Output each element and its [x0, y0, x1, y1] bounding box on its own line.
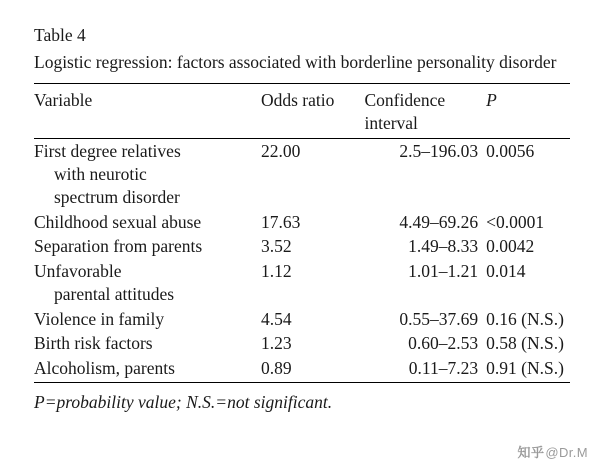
table-label: Table 4: [34, 25, 86, 45]
cell-variable: Violence in family: [34, 308, 165, 329]
cell-confidence-interval: [364, 356, 486, 382]
table-header: [34, 84, 570, 139]
watermark-handle: @Dr.M: [545, 445, 588, 460]
column-header-confidence-interval: [364, 84, 486, 139]
ci-value: 1.01–1.21: [408, 261, 479, 281]
cell-odds-ratio: 3.52: [260, 236, 292, 257]
cell-confidence-interval: [364, 307, 486, 332]
cell-variable: [34, 139, 261, 210]
cell-variable: Childhood sexual abuse: [34, 211, 202, 232]
table-row: [34, 259, 570, 307]
variable-line-3: spectrum disorder: [54, 186, 180, 207]
cell-odds-ratio: 1.12: [260, 261, 292, 281]
table-row: [34, 210, 570, 235]
cell-confidence-interval: [364, 331, 486, 356]
table-footnote: [34, 391, 570, 415]
column-header-variable: Variable: [34, 84, 261, 139]
ci-value: 2.5–196.03: [399, 141, 479, 162]
ci-value: 0.60–2.53: [408, 333, 479, 354]
results-table: [34, 83, 570, 382]
table-caption: Logistic regression: factors associated with borderline personality disorder: [34, 51, 557, 72]
cell-variable: [34, 259, 261, 307]
cell-odds-ratio: 1.23: [260, 333, 292, 354]
ci-value: 0.55–37.69: [399, 308, 479, 329]
cell-odds-ratio: 22.00: [261, 139, 365, 210]
cell-p-value: 0.16 (N.S.): [486, 308, 564, 329]
cell-p-value: 0.014: [486, 261, 526, 281]
table-header-row: [34, 84, 570, 139]
cell-odds-ratio: 17.63: [260, 211, 301, 232]
cell-variable: Alcoholism, parents: [34, 356, 261, 382]
confidence-header-line2: interval: [364, 112, 418, 133]
ci-value: 1.49–8.33: [408, 236, 479, 257]
cell-variable: Separation from parents: [34, 236, 203, 257]
table-row: [34, 234, 570, 259]
table-row: [34, 307, 570, 332]
ci-value: 4.49–69.26: [399, 211, 479, 232]
footnote-text: P=probability value; N.S.=not significant.: [34, 391, 333, 412]
watermark: [518, 442, 588, 461]
confidence-header-line1: Confidence: [364, 90, 446, 111]
p-symbol: P: [486, 90, 497, 111]
cell-odds-ratio: 4.54: [260, 308, 292, 329]
column-header-odds-ratio: Odds ratio: [261, 84, 365, 139]
variable-line-2: parental attitudes: [54, 283, 175, 304]
cell-p-value: 0.91 (N.S.): [486, 356, 570, 382]
cell-p-value: 0.58 (N.S.): [486, 333, 564, 354]
zhihu-logo-icon: 知乎: [517, 445, 545, 460]
cell-variable: Birth risk factors: [34, 333, 153, 354]
cell-p-value: 0.0056: [486, 139, 570, 210]
variable-line-1: First degree relatives: [34, 141, 181, 162]
table-body: [34, 139, 570, 383]
ci-value: 0.11–7.23: [408, 358, 479, 378]
variable-line-2: with neurotic: [54, 164, 147, 184]
cell-confidence-interval: [364, 139, 486, 210]
variable-line-1: Unfavorable: [34, 261, 122, 281]
table-row: [34, 331, 570, 356]
cell-confidence-interval: [364, 259, 486, 307]
table-row: [34, 139, 570, 210]
table-row: [34, 356, 570, 382]
cell-confidence-interval: [364, 234, 486, 259]
cell-confidence-interval: [364, 210, 486, 235]
cell-p-value: 0.0042: [486, 236, 535, 257]
cell-p-value: <0.0001: [486, 211, 545, 232]
column-header-p: [486, 84, 570, 139]
cell-odds-ratio: 0.89: [261, 356, 365, 382]
